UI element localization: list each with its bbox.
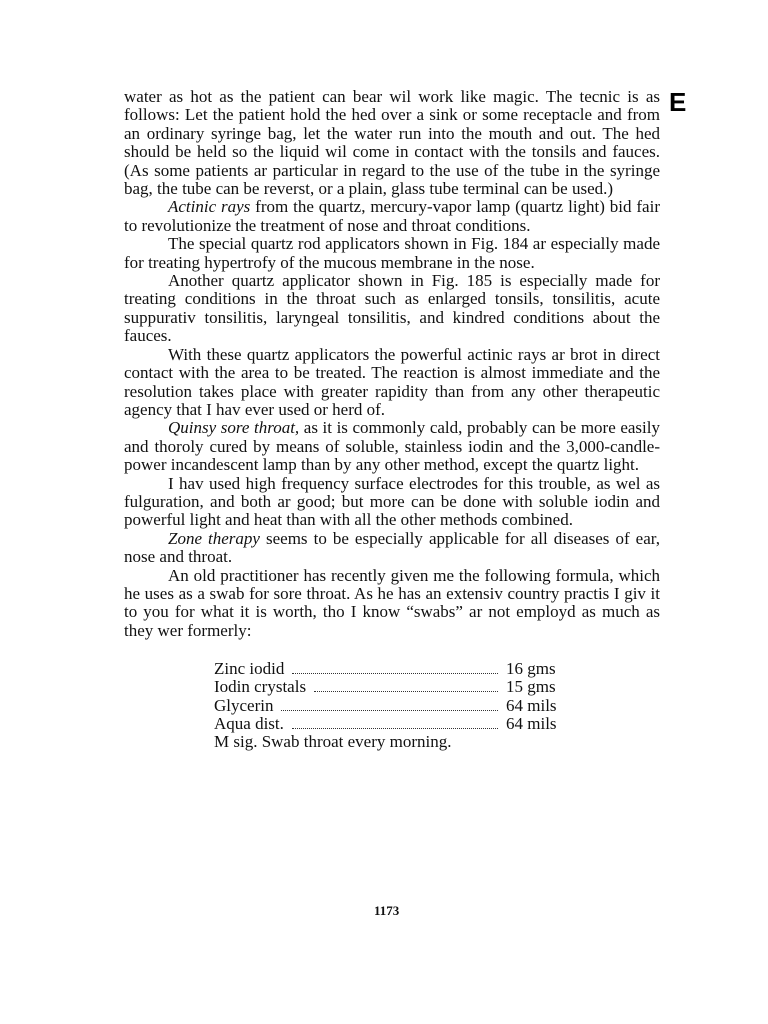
paragraph-electrodes: I hav used high frequency surface electrodes for this trouble, as wel as fulguration, and both ar good; but more can be done with soluble iodin and powerful light and heat than with all the other methods combined. (124, 473, 660, 530)
ingredient-amount: 64 mils (506, 713, 557, 733)
ingredient-amount: 15 gms (506, 677, 556, 697)
paragraph-quartz-rod: The special quartz rod applicators shown in Fig. 184 ar especially made for treating hypertrofy of the mucous membrane in the nose. (124, 234, 660, 272)
formula-signa: M sig. Swab throat every morning. (214, 732, 452, 751)
section-thumb-tab: E (669, 87, 687, 117)
paragraph-text: from the quartz, mercury-vapor lamp (quartz light) bid fair to revolutionize the treatment of nose and throat conditions. (124, 197, 660, 235)
formula-row (214, 697, 570, 715)
ingredient-amount: 16 gms (506, 659, 556, 679)
paragraph-zone-therapy (124, 530, 660, 567)
ingredient-name: Glycerin (214, 695, 274, 715)
paragraph-formula-intro: An old practitioner has recently given me the following formula, which he uses as a swab for sore throat. As he has an extensiv country practis I giv it to you for what it is worth, tho I know “swabs” ar not employd as much as they wer formerly: (124, 565, 660, 640)
formula-row (214, 715, 570, 733)
dot-leader (281, 710, 498, 711)
ingredient-name: Aqua dist. (214, 713, 284, 733)
lead-term: Zone therapy (168, 528, 260, 548)
paragraph-text: seems to be especially applicable for all diseases of ear, nose and throat. (124, 528, 660, 567)
ingredient-amount: 64 mils (506, 695, 557, 715)
formula-list (214, 660, 570, 751)
page-number: 1173 (374, 903, 400, 918)
paragraph-text: as it is commonly cald, probably can be more easily and thoroly cured by means of soluble, stainless iodin and the 3,000-candle-power incandescent lamp than by any other method, except the quartz light. (124, 418, 660, 475)
paragraph-actinic-contact: With these quartz applicators the powerful actinic rays ar brot in direct contact with the area to be treated. The reaction is almost immediate and the resolution takes place with greater rapidity than from any other therapeutic agency that I hav ever used or herd of. (124, 344, 660, 419)
formula-row (214, 660, 570, 678)
formula-row (214, 678, 570, 696)
dot-leader (292, 673, 498, 674)
page-body (124, 88, 660, 751)
paragraph-hot-water: water as hot as the patient can bear wil work like magic. The tecnic is as follows: Let the patient hold the hed over a sink or some receptacle and from an ordinary syringe bag, let the water run into the mouth and out. The hed should be held so the liquid wil come in contact with the tonsils and fauces. (As some patients ar particular in regard to the use of the tube in the syringe bag, the tube can be reverst, or a plain, glass tube terminal can be used.) (124, 87, 660, 199)
lead-term: Actinic rays (168, 197, 251, 217)
lead-term: Quinsy sore throat, (168, 418, 300, 438)
paragraph-quinsy (124, 419, 660, 474)
dot-leader (292, 728, 498, 729)
ingredient-name: Zinc iodid (214, 659, 285, 679)
dot-leader (314, 691, 498, 692)
ingredient-name: Iodin crystals (214, 677, 307, 697)
paragraph-throat-applicator: Another quartz applicator shown in Fig. 185 is especially made for treating conditions in the throat such as enlarged tonsils, tonsilitis, acute suppurativ tonsilitis, laryngeal tonsilitis, and kindred conditions about the fauces. (124, 271, 660, 346)
paragraph-actinic-rays (124, 198, 660, 235)
